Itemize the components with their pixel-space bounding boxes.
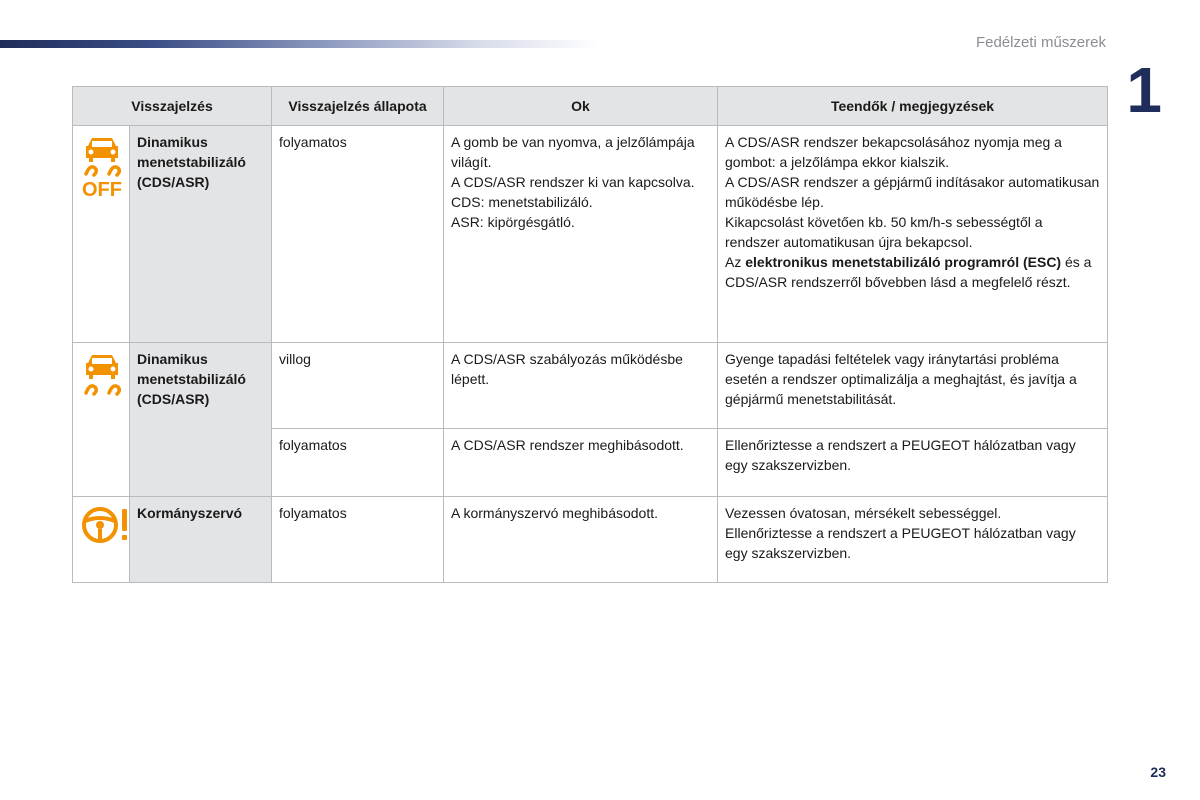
table-row <box>73 497 1108 583</box>
cds-asr-off-icon <box>80 179 124 201</box>
column-header-warning: Visszajelzés <box>73 87 272 126</box>
cds-asr-icon <box>80 386 124 402</box>
action-line: Ellenőriztesse a rendszert a PEUGEOT hálózatban vagy egy szakszervizben. <box>725 525 1076 561</box>
warning-state: folyamatos <box>272 429 444 497</box>
table-header-row <box>73 87 1108 126</box>
cause-line: A gomb be van nyomva, a jelzőlámpája világít. <box>451 134 695 170</box>
cause-line: A CDS/ASR rendszer ki van kapcsolva. <box>451 174 695 190</box>
svg-text:OFF: OFF <box>82 179 122 198</box>
warning-name: Dinamikus menetstabilizáló (CDS/ASR) <box>130 126 272 343</box>
warning-cause: A kormányszervó meghibásodott. <box>444 497 718 583</box>
note-prefix: Az <box>725 254 746 270</box>
warning-action <box>718 126 1108 343</box>
note-suffix: és a CDS/ASR rendszerről bővebben lásd a megfelelő részt. <box>725 254 1092 290</box>
icon-cell <box>73 497 130 583</box>
page-number: 23 <box>1150 764 1166 780</box>
column-header-cause: Ok <box>444 87 718 126</box>
column-header-state: Visszajelzés állapota <box>272 87 444 126</box>
warning-action: Gyenge tapadási feltételek vagy iránytartási probléma esetén a rendszer optimalizálja a meghajtást, és javítja a gépjármű menetstabilitását. <box>718 343 1108 429</box>
warning-action: Ellenőriztesse a rendszert a PEUGEOT hálózatban vagy egy szakszervizben. <box>718 429 1108 497</box>
warning-name: Dinamikus menetstabilizáló (CDS/ASR) <box>130 343 272 497</box>
section-title: Fedélzeti műszerek <box>975 34 1106 51</box>
cause-line: ASR: kipörgésgátló. <box>451 214 575 230</box>
warning-state: folyamatos <box>272 497 444 583</box>
warning-cause <box>444 126 718 343</box>
chapter-number: 1 <box>1126 54 1162 126</box>
table-row <box>73 126 1108 343</box>
icon-cell <box>73 343 130 497</box>
warning-name: Kormányszervó <box>130 497 272 583</box>
column-header-action: Teendők / megjegyzések <box>718 87 1108 126</box>
warning-cause: A CDS/ASR rendszer meghibásodott. <box>444 429 718 497</box>
power-steering-warning-icon <box>80 534 130 550</box>
action-line: A CDS/ASR rendszer a gépjármű indításakor automatikusan működésbe lép. <box>725 174 1100 210</box>
action-line: Vezessen óvatosan, mérsékelt sebességgel. <box>725 505 1002 521</box>
action-line: Kikapcsolást követően kb. 50 km/h-s sebességtől a rendszer automatikusan újra bekapcsol. <box>725 214 1043 250</box>
warning-action <box>718 497 1108 583</box>
action-note <box>725 252 1100 292</box>
cause-line: CDS: menetstabilizáló. <box>451 194 593 210</box>
warning-lights-table <box>72 86 1108 583</box>
warning-cause: A CDS/ASR szabályozás működésbe lépett. <box>444 343 718 429</box>
icon-cell <box>73 126 130 343</box>
warning-state: folyamatos <box>272 126 444 343</box>
esc-reference: elektronikus menetstabilizáló programról (ESC) <box>745 254 1062 270</box>
action-line: A CDS/ASR rendszer bekapcsolásához nyomja meg a gombot: a jelzőlámpa ekkor kialszik. <box>725 134 1062 170</box>
header-gradient-bar <box>0 40 600 48</box>
warning-state: villog <box>272 343 444 429</box>
table-row <box>73 343 1108 429</box>
